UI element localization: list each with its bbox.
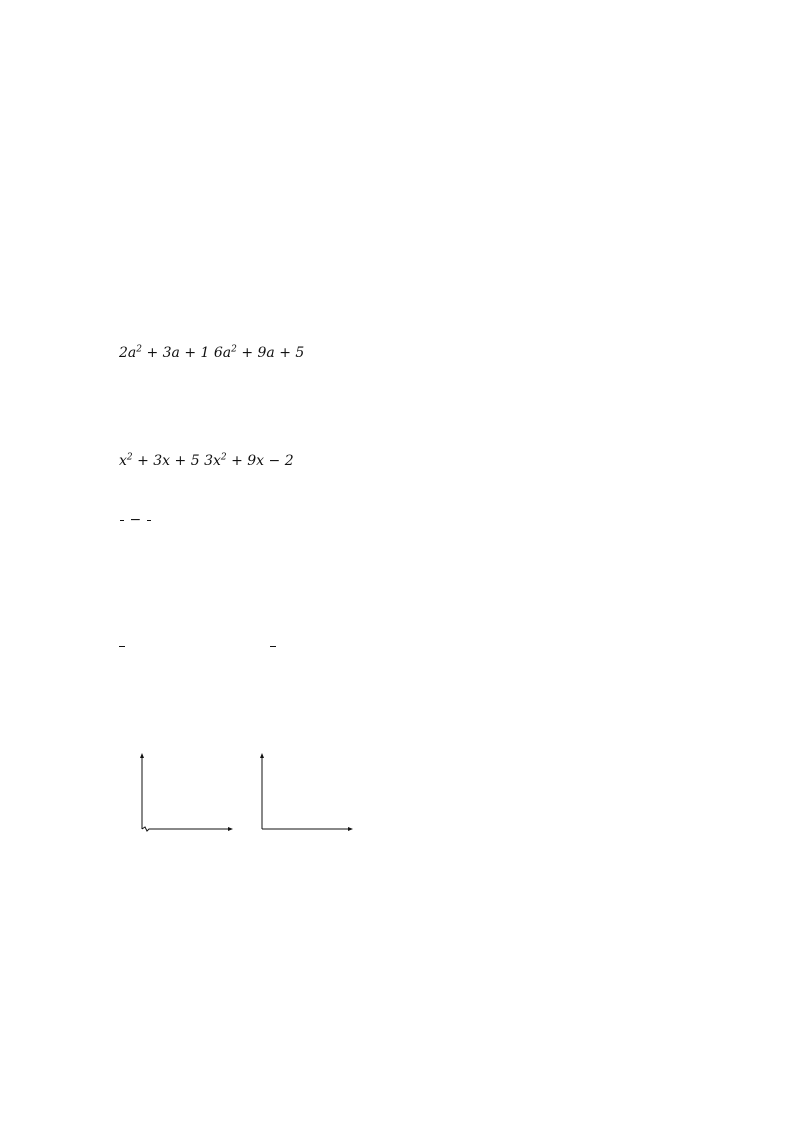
q11-expression-2: $3x^2 + 9x - 2$ xyxy=(204,452,294,469)
q13-option-b-numerator xyxy=(270,646,276,647)
q13-option-b xyxy=(270,627,276,665)
q12-fraction-2 xyxy=(147,520,151,521)
q13-option-a-fraction xyxy=(119,646,125,647)
q12-stem xyxy=(119,506,152,536)
q13-option-a xyxy=(119,627,125,665)
q13-option-a-numerator xyxy=(119,646,125,647)
chart-2 xyxy=(260,753,353,831)
chart-2-y-arrow xyxy=(260,753,264,758)
q14-charts-figure xyxy=(112,728,372,858)
q11-stem xyxy=(119,451,294,471)
q12-fraction-2-numerator xyxy=(147,520,151,521)
q11-expression-1: $x^2 + 3x + 5$ xyxy=(119,452,200,469)
q9-expression-2: $6a^2 + 9a + 5$ xyxy=(213,344,305,361)
q13-option-b-fraction xyxy=(270,646,276,647)
chart-1-y-arrow xyxy=(140,753,144,758)
chart-1-x-arrow xyxy=(228,827,233,831)
q9-stem xyxy=(119,343,304,363)
chart-1-x-axis xyxy=(142,827,228,831)
q12-fraction-1 xyxy=(120,520,124,521)
chart-2-x-arrow xyxy=(348,827,353,831)
q12-fraction-1-numerator xyxy=(120,520,124,521)
q9-expression-1: $2a^2 + 3a + 1$ xyxy=(119,344,210,361)
chart-1 xyxy=(140,753,233,831)
q12-minus: − xyxy=(129,512,142,528)
